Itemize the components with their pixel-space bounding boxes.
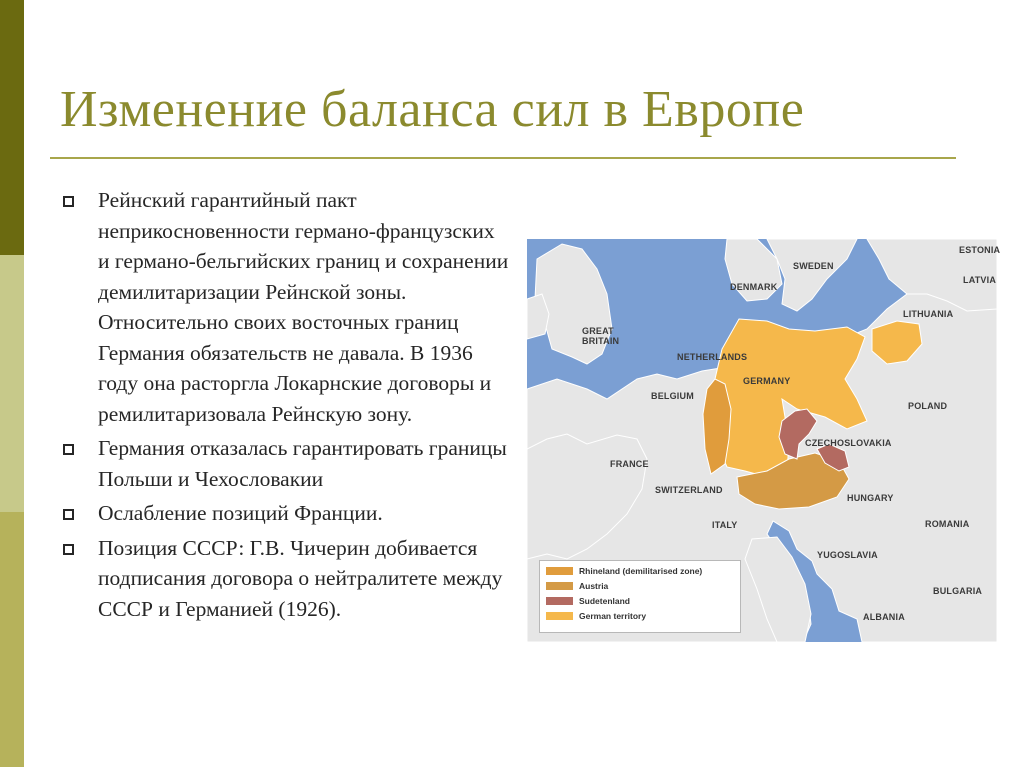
slide-title: Изменение баланса сил в Европе [60, 81, 805, 138]
map-label-sweden: SWEDEN [793, 261, 834, 271]
hollow-square-icon [63, 509, 74, 520]
bullet-list [60, 185, 510, 628]
bullet-text: Германия отказалась гарантировать границы Польши и Чехословакии [98, 436, 507, 491]
bullet-item [60, 433, 510, 494]
map-label-france: FRANCE [610, 459, 649, 469]
map-label-lithuania: LITHUANIA [903, 309, 954, 319]
legend-label: Rhineland (demilitarised zone) [579, 566, 703, 576]
sidebar-block-bottom [0, 512, 24, 767]
map-label-germany: GERMANY [743, 376, 791, 386]
legend-swatch [546, 597, 573, 605]
map-label-hungary: HUNGARY [847, 493, 894, 503]
map-label-denmark: DENMARK [730, 282, 778, 292]
sidebar-block-top [0, 0, 24, 255]
bullet-text: Рейнский гарантийный пакт неприкосновенности германо-французских и германо-бельгийских границ и сохранении демилитаризации Рейнской зоны. Относительно своих восточных границ Германия обязательств не давала. В 1936 году она расторгла Локарнские договоры и ремилитаризовала Рейнскую зону. [98, 188, 509, 426]
map-label-great-britain: GREAT BRITAIN [582, 326, 620, 346]
legend-swatch [546, 582, 573, 590]
hollow-square-icon [63, 444, 74, 455]
legend-item-austria [546, 580, 608, 592]
bullet-text: Позиция СССР: Г.В. Чичерин добивается подписания договора о нейтралитете между СССР и Германией (1926). [98, 535, 503, 621]
bullet-text: Ослабление позиций Франции. [98, 501, 383, 525]
map-label-estonia: ESTONIA [959, 245, 1001, 255]
legend-label: Sudetenland [579, 596, 631, 606]
sidebar-decoration [0, 0, 24, 767]
map-label-latvia: LATVIA [963, 275, 997, 285]
map-label-albania: ALBANIA [863, 612, 905, 622]
map-label-switzerland: SWITZERLAND [655, 485, 723, 495]
legend-item-german-territory [546, 610, 646, 622]
map-label-romania: ROMANIA [925, 519, 970, 529]
map-label-belgium: BELGIUM [651, 391, 694, 401]
bullet-item [60, 185, 510, 429]
hollow-square-icon [63, 196, 74, 207]
legend-swatch [546, 612, 573, 620]
map-label-italy: ITALY [712, 520, 738, 530]
map-label-bulgaria: BULGARIA [933, 586, 983, 596]
bullet-item [60, 498, 510, 529]
legend-label: Austria [579, 581, 609, 591]
legend-label: German territory [579, 611, 647, 621]
map-label-yugoslavia: YUGOSLAVIA [817, 550, 878, 560]
bullet-item [60, 533, 510, 625]
sidebar-block-middle [0, 255, 24, 512]
legend-item-sudetenland [546, 595, 630, 607]
europe-map [527, 239, 1001, 642]
legend-item-rhineland [546, 565, 702, 577]
map-label-poland: POLAND [908, 401, 948, 411]
map-legend [539, 560, 741, 633]
legend-swatch [546, 567, 573, 575]
hollow-square-icon [63, 544, 74, 555]
map-label-czechoslovakia: CZECHOSLOVAKIA [805, 438, 892, 448]
map-label-netherlands: NETHERLANDS [677, 352, 748, 362]
title-underline [50, 157, 956, 159]
